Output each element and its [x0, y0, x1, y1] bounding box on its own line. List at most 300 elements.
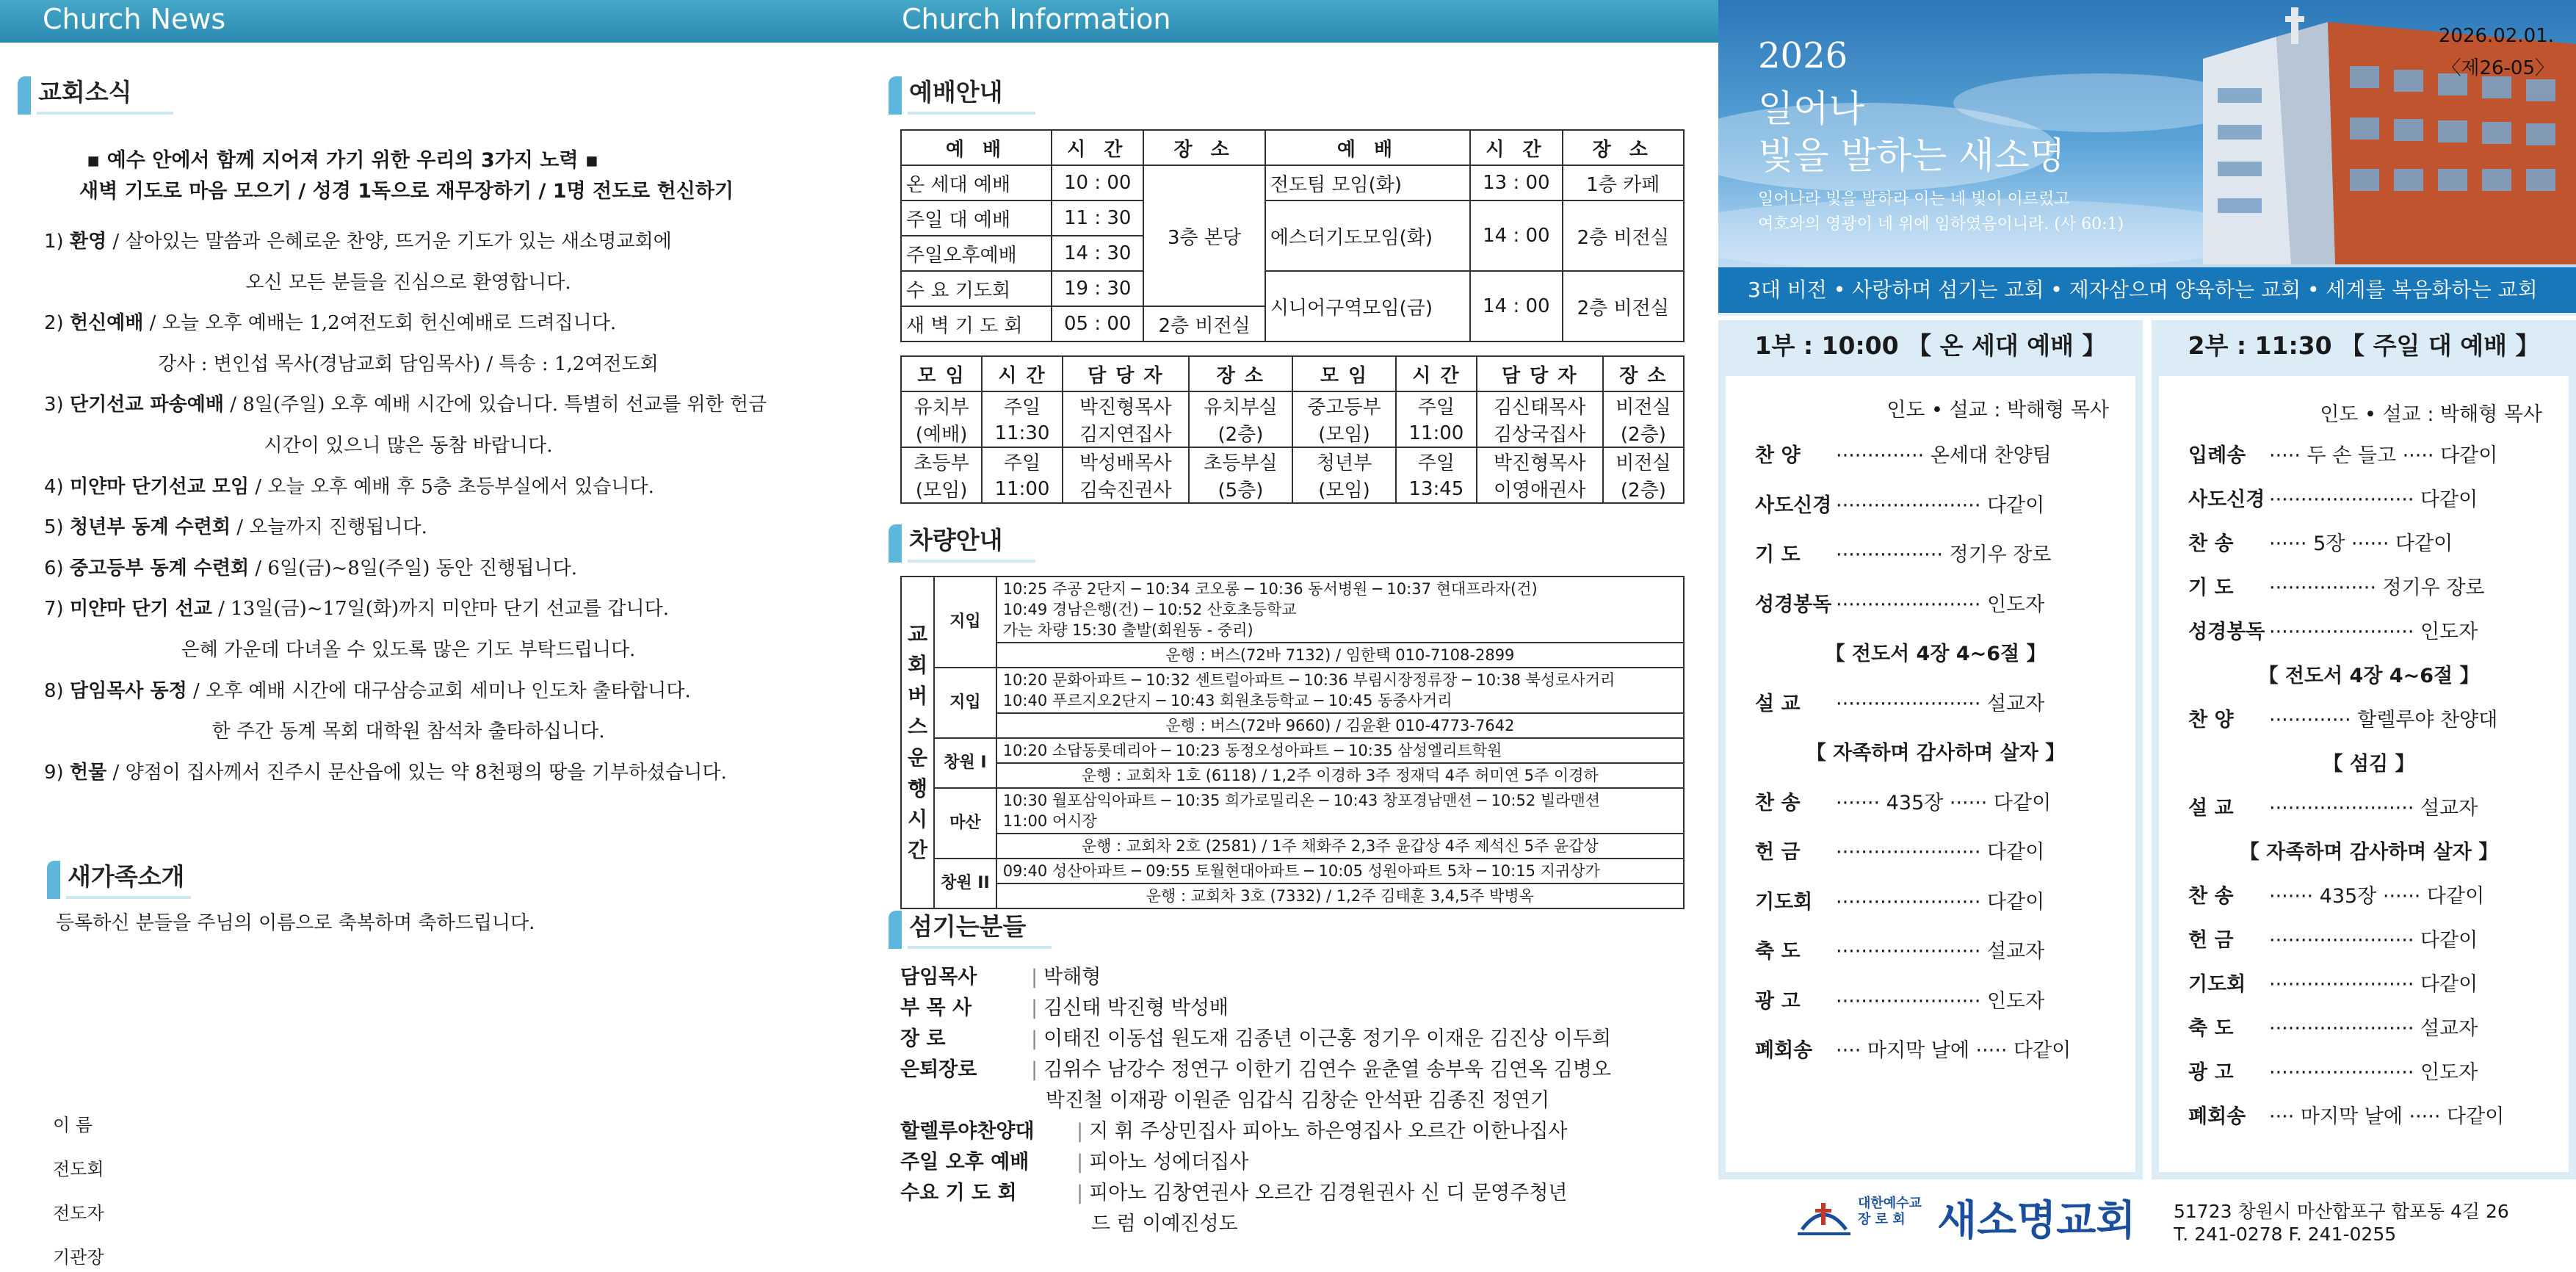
bus-stop-line: 11:00 어시장 — [1002, 812, 1097, 830]
separator: | — [1077, 1151, 1084, 1174]
separator: | — [1031, 1058, 1038, 1081]
service-order-line — [2188, 439, 2550, 468]
bus-driver-row — [901, 643, 1684, 668]
news-item-title: 헌물 — [69, 761, 107, 784]
school-head: 시 간 — [982, 356, 1063, 391]
service-order-item: 축 도 — [1755, 940, 1801, 963]
news-item — [44, 515, 427, 540]
school-cell: 박진형목사 — [1063, 391, 1189, 419]
news-item-title: 미얀마 단기선교 모임 — [69, 475, 250, 498]
service-order-line — [2188, 880, 2550, 908]
news-item-continuation: 한 주간 동계 목회 대학원 참석차 출타하십니다. — [211, 720, 605, 743]
servant-row — [900, 1024, 1693, 1055]
service-scripture-title: 【 전도서 4장 4~6절 】 — [1825, 643, 2047, 665]
church-news-bar: Church News — [0, 0, 866, 43]
worship-cell: 2층 비전실 — [1563, 200, 1684, 271]
school-head: 담 당 자 — [1063, 356, 1189, 391]
news-item-title: 환영 — [69, 231, 107, 253]
school-cell: (5층) — [1189, 475, 1292, 503]
servant-names: 드 럼 이예진성도 — [1091, 1213, 1238, 1235]
school-cell: (모임) — [901, 475, 982, 503]
form-evangelist-label: 전도자 — [53, 1203, 104, 1224]
worship-cell: 1층 카페 — [1563, 165, 1684, 200]
news-item-text: / 양점이 집사께서 진주시 문산읍에 있는 약 8천평의 땅을 기부하셨습니다. — [106, 761, 727, 784]
service-order-leader: ······················· 설교자 — [1836, 692, 2045, 715]
servant-row — [900, 1147, 1693, 1178]
vision-bar: 3대 비전 • 사랑하며 섬기는 교회 • 제자삼으며 양육하는 교회 • 세계를 복음화하는 교회 — [1718, 267, 2576, 313]
service-order-item: 설 교 — [1755, 692, 1801, 715]
servant-names: 이태진 이동섭 원도재 김종년 이근홍 정기우 이재운 김진상 이두희 — [1043, 1027, 1611, 1050]
news-item-number: 4) — [44, 475, 64, 498]
service-scripture-title: 【 자족하며 감사하며 살자 】 — [2239, 841, 2499, 864]
bus-route-location: 지입 — [934, 668, 996, 738]
section-servants: 섬기는분들 — [889, 905, 1052, 952]
servant-row — [900, 1055, 1693, 1085]
service-order-item: 찬 송 — [2188, 532, 2234, 555]
bus-route-row — [901, 668, 1684, 713]
service-order-line — [1755, 886, 2116, 914]
news-item-number: 7) — [44, 598, 64, 621]
bus-side-char: 버 — [908, 684, 928, 708]
service-order-item: 설 교 — [2188, 797, 2234, 820]
service-scripture-title: 【 자족하며 감사하며 살자 】 — [1806, 742, 2066, 765]
school-cell: 11:00 — [982, 475, 1063, 503]
bus-route-row — [901, 577, 1684, 643]
separator: | — [1077, 1120, 1084, 1143]
new-family-text: 등록하신 분들을 주님의 이름으로 축복하며 축하드립니다. — [56, 912, 535, 934]
service-order-item: 광 고 — [2188, 1061, 2234, 1084]
separator: | — [1031, 997, 1038, 1019]
service-order-leader: ······· 435장 ······ 다같이 — [1836, 791, 2052, 814]
servant-names: 지 휘 주상민집사 피아노 하은영집사 오르간 이한나집사 — [1089, 1120, 1568, 1143]
bus-stop-line: 10:20 소답동롯데리아 ─ 10:23 동정오성아파트 ─ 10:35 삼성엘리트학원 — [1002, 742, 1502, 759]
servant-row — [900, 1085, 1693, 1116]
service-order-line — [1755, 836, 2116, 864]
school-cell: (모임) — [1292, 475, 1396, 503]
service-order-leader: ······················· 인도자 — [1836, 593, 2045, 616]
bus-driver-row — [901, 763, 1684, 788]
news-item-title: 단기선교 파송예배 — [69, 394, 224, 416]
bulletin-issue: 〈제26-05〉 — [2442, 57, 2554, 79]
worship-cell: 2층 비전실 — [1563, 271, 1684, 342]
cover-verse-line2: 여호와의 영광이 네 위에 임하였음이니라. (사 60:1) — [1758, 215, 2124, 234]
worship-cell: 14 : 30 — [1052, 236, 1143, 271]
church-name: 새소명교회 — [1937, 1197, 2136, 1245]
service-order-leader: ······················· 다같이 — [2269, 929, 2478, 952]
bus-route-location: 지입 — [934, 577, 996, 668]
school-cell: 초등부실 — [1189, 447, 1292, 475]
service-order-leader: ······················· 다같이 — [1836, 890, 2045, 914]
service-order-line — [2188, 792, 2550, 820]
school-cell: 비전실 — [1603, 391, 1684, 419]
church-phone: T. 241-0278 F. 241-0255 — [2174, 1224, 2397, 1245]
news-item-title: 담임목사 동정 — [69, 679, 187, 702]
school-head: 장 소 — [1189, 356, 1292, 391]
bus-route-stops — [996, 859, 1684, 883]
news-item — [44, 311, 616, 336]
service-order-line — [2188, 483, 2550, 512]
school-cell: 청년부 — [1292, 447, 1396, 475]
cover-banner — [1718, 0, 2576, 316]
bus-route-location: 창원 II — [934, 859, 996, 908]
service-1-column — [1718, 320, 2143, 1179]
worship-cell: 수 요 기도회 — [901, 271, 1052, 306]
news-item-text: / 13일(금)~17일(화)까지 미얀마 단기 선교를 갑니다. — [211, 598, 669, 621]
news-item-text: / 오후 예배 시간에 대구삼승교회 세미나 인도차 출타합니다. — [187, 679, 691, 702]
service-order-line — [1755, 935, 2116, 964]
service-order-leader: ·············· 온세대 찬양팀 — [1836, 444, 2052, 467]
worship-cell: 13 : 00 — [1470, 165, 1562, 200]
servant-row — [900, 962, 1693, 993]
bus-route-row — [901, 738, 1684, 763]
service-order-item: 찬 송 — [2188, 885, 2234, 908]
worship-cell: 에스더기도모임(화) — [1265, 200, 1470, 271]
form-group-label: 전도회 — [53, 1159, 104, 1179]
service-order-line — [2188, 615, 2550, 644]
bus-stop-line: 09:40 성산아파트 ─ 09:55 토월현대아파트 ─ 10:05 성원아파트 5차 ─ 10:15 지귀상가 — [1002, 862, 1600, 880]
servant-role — [900, 1085, 1025, 1116]
service-order-item: 축 도 — [2188, 1017, 2234, 1040]
bus-driver-info: 운행 : 교회차 3호 (7332) / 1,2주 김태훈 3,4,5주 박병옥 — [996, 883, 1684, 908]
service-order-leader: ······················· 인도자 — [1836, 989, 2045, 1013]
servant-names: 피아노 김창연권사 오르간 김경원권사 신 디 문영주청년 — [1089, 1182, 1568, 1204]
service-order-leader: ···· 마지막 날에 ····· 다같이 — [1836, 1039, 2072, 1062]
school-cell: 주일 — [1396, 391, 1477, 419]
news-item-text: / 8일(주일) 오후 예배 시간에 있습니다. 특별히 선교를 위한 헌금 — [223, 394, 767, 416]
school-head: 담 당 자 — [1477, 356, 1603, 391]
news-item-title: 청년부 동계 수련회 — [69, 516, 231, 539]
separator: | — [1031, 966, 1038, 989]
school-cell: 박진형목사 — [1477, 447, 1603, 475]
school-cell: 13:45 — [1396, 475, 1477, 503]
school-cell: 주일 — [982, 391, 1063, 419]
servant-role: 주일 오후 예배 — [900, 1151, 1030, 1174]
new-family-form — [53, 1103, 104, 1272]
school-head: 장 소 — [1603, 356, 1684, 391]
cover-year: 2026 — [1758, 35, 1848, 76]
service-order-leader: ················· 정기우 장로 — [1836, 543, 2052, 566]
bulletin-cover-panel — [1718, 0, 2576, 1272]
news-item-number: 8) — [44, 679, 64, 702]
denomination-line1: 대한예수교 — [1858, 1196, 1922, 1211]
bus-driver-row — [901, 834, 1684, 859]
bus-driver-info: 운행 : 버스(72바 7132) / 임한택 010-7108-2899 — [996, 643, 1684, 668]
service-order-item: 사도신경 — [2188, 488, 2265, 511]
bus-stop-line: 10:49 경남은행(건) ─ 10:52 산호초등학교 — [1002, 601, 1297, 618]
school-cell: (2층) — [1603, 475, 1684, 503]
worship-cell: 온 세대 예배 — [901, 165, 1052, 200]
bus-driver-info: 운행 : 버스(72바 9660) / 김윤환 010-4773-7642 — [996, 713, 1684, 738]
service-order-line — [1755, 538, 2116, 567]
school-cell: (2층) — [1603, 419, 1684, 447]
worship-head: 예 배 — [1265, 130, 1470, 165]
news-item-title: 중고등부 동계 수련회 — [69, 557, 250, 579]
servant-row — [900, 993, 1693, 1024]
service-order-line — [1755, 489, 2116, 518]
school-cell: (2층) — [1189, 419, 1292, 447]
bus-side-char: 시 — [908, 807, 928, 831]
service-order-line — [1755, 787, 2116, 815]
service-order-line — [1755, 588, 2116, 617]
service-order-line — [2188, 968, 2550, 997]
form-name-label: 이 름 — [53, 1115, 93, 1135]
news-item-number: 9) — [44, 761, 64, 784]
worship-cell: 2층 비전실 — [1143, 306, 1265, 342]
service-order-item: 입례송 — [2188, 444, 2246, 467]
service-2-column — [2152, 320, 2576, 1179]
service-order-line — [2188, 704, 2550, 732]
school-cell: 유치부 — [901, 391, 982, 419]
service-order-item: 성경봉독 — [1755, 593, 1832, 616]
bus-route-location: 창원 I — [934, 738, 996, 788]
service-order-item: 폐회송 — [2188, 1105, 2246, 1128]
service-order-leader: ······················· 설교자 — [2269, 1017, 2478, 1040]
worship-cell: 주일오후예배 — [901, 236, 1052, 271]
service-order-item: 헌 금 — [2188, 929, 2234, 952]
bus-route-location: 마산 — [934, 788, 996, 859]
servant-names: 박진철 이재광 이원준 임갑식 김창순 안석판 김종진 정연기 — [1046, 1089, 1550, 1112]
servant-row — [900, 1116, 1693, 1147]
service-1-order — [1726, 376, 2135, 1172]
school-head: 모 임 — [1292, 356, 1396, 391]
school-row — [901, 419, 1684, 447]
school-row — [901, 391, 1684, 419]
news-item-number: 3) — [44, 394, 64, 416]
news-item-continuation: 오신 모든 분들을 진심으로 환영합니다. — [245, 271, 571, 294]
bus-side-char: 행 — [908, 776, 928, 801]
service-order-line — [1755, 985, 2116, 1013]
bus-stop-line: 10:25 주공 2단지 ─ 10:34 코오롱 ─ 10:36 동서병원 ─ 10:37 현대프라자(건) — [1002, 580, 1538, 598]
service-order-item: 사도신경 — [1755, 494, 1832, 517]
service-order-line — [2188, 1012, 2550, 1041]
worship-cell: 시니어구역모임(금) — [1265, 271, 1470, 342]
school-cell: 주일 — [1396, 447, 1477, 475]
worship-cell: 05 : 00 — [1052, 306, 1143, 342]
cover-verse-line1: 일어나라 빛을 발하라 이는 네 빛이 이르렀고 — [1758, 190, 2070, 209]
servant-names: 박해형 — [1043, 966, 1101, 989]
service-scripture-title: 【 섬김 】 — [2323, 753, 2415, 776]
school-row — [901, 447, 1684, 475]
servant-role: 장 로 — [900, 1027, 946, 1050]
servant-row — [900, 1178, 1693, 1209]
school-head: 시 간 — [1396, 356, 1477, 391]
service-order-leader: ······················· 다같이 — [1836, 841, 2045, 864]
bus-route-stops — [996, 788, 1684, 834]
bus-route-stops — [996, 738, 1684, 763]
bus-route-row — [901, 859, 1684, 883]
news-item-number: 2) — [44, 312, 64, 335]
form-head-label: 기관장 — [53, 1247, 104, 1268]
news-item — [44, 679, 691, 704]
school-cell: (모임) — [1292, 419, 1396, 447]
worship-cell: 14 : 00 — [1470, 271, 1562, 342]
school-cell: 초등부 — [901, 447, 982, 475]
news-item-continuation: 시간이 있으니 많은 동참 바랍니다. — [264, 435, 553, 457]
servant-role — [900, 1209, 1071, 1240]
service-order-item: 찬 송 — [1755, 791, 1801, 814]
bus-side-char: 회 — [908, 653, 928, 677]
separator: | — [1077, 1182, 1084, 1204]
news-item — [44, 229, 672, 254]
service-order-leader: ················· 정기우 장로 — [2269, 577, 2485, 599]
servant-names: 김위수 남강수 정연구 이한기 김연수 윤춘열 송부욱 김연옥 김병오 — [1043, 1058, 1611, 1081]
bus-route-stops — [996, 577, 1684, 643]
service-order-leader: ······ 5장 ······ 다같이 — [2269, 532, 2453, 555]
school-head: 모 임 — [901, 356, 982, 391]
school-cell: 중고등부 — [1292, 391, 1396, 419]
section-bus: 차량안내 — [889, 518, 1035, 565]
news-item — [44, 556, 577, 581]
news-item — [44, 474, 654, 499]
service-order-leader: ····· 두 손 들고 ····· 다같이 — [2269, 444, 2498, 467]
news-item — [41, 433, 775, 458]
cover-title-line1: 일어나 — [1758, 87, 1864, 130]
bus-stop-line: 가는 차량 15:30 출발(회원동 - 중리) — [1002, 621, 1253, 639]
school-cell: (예배) — [901, 419, 982, 447]
worship-cell: 10 : 00 — [1052, 165, 1143, 200]
church-info-panel — [866, 0, 1718, 1272]
servants-list — [900, 962, 1693, 1240]
bus-side-char: 교 — [908, 622, 928, 646]
bus-stop-line: 10:30 월포삼익아파트 ─ 10:35 희가로밀리온 ─ 10:43 창포경남맨션 ─ 10:52 빌라맨션 — [1002, 792, 1601, 809]
worship-cell: 19 : 30 — [1052, 271, 1143, 306]
school-cell: 박성배목사 — [1063, 447, 1189, 475]
news-item-number: 1) — [44, 231, 64, 253]
service-2-heading: 2부 : 11:30 【 주일 대 예배 】 — [2188, 331, 2540, 360]
worship-cell: 3층 본당 — [1143, 165, 1265, 306]
news-item — [44, 596, 669, 621]
news-item-text: / 살아있는 말씀과 은혜로운 찬양, 뜨거운 기도가 있는 새소명교회에 — [106, 231, 672, 253]
separator: | — [1031, 1027, 1038, 1050]
news-item-title: 미얀마 단기 선교 — [69, 598, 212, 621]
servant-role: 은퇴장로 — [900, 1058, 977, 1081]
bus-driver-info: 운행 : 교회차 2호 (2581) / 1주 채화주 2,3주 윤갑상 4주 제석신 5주 윤갑상 — [996, 834, 1684, 859]
service-2-leader: 인도 • 설교 : 박해형 목사 — [2320, 403, 2542, 426]
news-item — [44, 392, 767, 417]
service-order-item: 헌 금 — [1755, 841, 1801, 864]
worship-cell: 14 : 00 — [1470, 200, 1562, 271]
bus-side-label — [901, 577, 934, 908]
servant-row — [900, 1209, 1693, 1240]
worship-cell: 새 벽 기 도 회 — [901, 306, 1052, 342]
service-scripture-title: 【 전도서 4장 4~6절 】 — [2258, 665, 2480, 687]
church-address: 51723 창원시 마산합포구 합포동 4길 26 — [2174, 1201, 2509, 1222]
section-church-news: 교회소식 — [18, 71, 173, 118]
bulletin-date: 2026.02.01. — [2438, 25, 2554, 47]
servant-names: 피아노 성에더집사 — [1089, 1151, 1249, 1174]
service-order-line — [2188, 527, 2550, 556]
news-item-continuation: 은혜 가운데 다녀올 수 있도록 많은 기도 부탁드립니다. — [181, 639, 636, 661]
news-item — [41, 270, 775, 295]
efforts-heading: ▪ 예수 안에서 함께 지어져 가기 위한 우리의 3가지 노력 ▪ — [87, 149, 599, 172]
news-item-text: / 오늘 오후 예배는 1,2여전도회 헌신예배로 드려집니다. — [143, 312, 617, 335]
servant-names: 김신태 박진형 박성배 — [1043, 997, 1229, 1019]
news-item-text: / 오늘까지 진행됩니다. — [231, 516, 427, 539]
news-item-title: 헌신예배 — [69, 312, 144, 335]
news-item-continuation: 강사 : 변인섭 목사(경남교회 담임목사) / 특송 : 1,2여전도회 — [158, 353, 659, 375]
school-cell: 주일 — [982, 447, 1063, 475]
news-item-number: 6) — [44, 557, 64, 579]
service-order-leader: ······················· 설교자 — [2269, 797, 2478, 820]
service-order-leader: ······················· 설교자 — [1836, 940, 2045, 963]
worship-head: 시 간 — [1052, 130, 1143, 165]
church-news-panel — [0, 0, 866, 1272]
news-item — [41, 719, 775, 744]
service-order-leader: ············· 할렐루야 찬양대 — [2269, 709, 2498, 731]
worship-head: 장 소 — [1143, 130, 1265, 165]
service-order-line — [2188, 924, 2550, 953]
service-order-item: 기 도 — [2188, 577, 2234, 599]
bus-driver-info: 운행 : 교회차 1호 (6118) / 1,2주 이경하 3주 정재덕 4주 허미연 5주 이경하 — [996, 763, 1684, 788]
service-order-item: 찬 양 — [1755, 444, 1801, 467]
worship-cell: 전도팀 모임(화) — [1265, 165, 1470, 200]
section-new-family: 새가족소개 — [47, 855, 191, 902]
news-item — [41, 352, 775, 377]
section-worship: 예배안내 — [889, 71, 1035, 118]
service-order-leader: ······················· 다같이 — [2269, 973, 2478, 996]
servant-role: 담임목사 — [900, 966, 977, 989]
worship-table — [900, 129, 1685, 342]
service-order-leader: ······················· 인도자 — [2269, 1061, 2478, 1084]
service-order-item: 광 고 — [1755, 989, 1801, 1013]
service-order-line — [2188, 1056, 2550, 1085]
service-order-line — [2188, 1100, 2550, 1129]
school-cell: 비전실 — [1603, 447, 1684, 475]
school-cell: 김신태목사 — [1477, 391, 1603, 419]
school-cell: 이영애권사 — [1477, 475, 1603, 503]
service-order-leader: ······················· 다같이 — [1836, 494, 2045, 517]
worship-head: 시 간 — [1470, 130, 1562, 165]
bus-route-stops — [996, 668, 1684, 713]
service-order-line — [1755, 439, 2116, 468]
service-order-line — [1755, 1034, 2116, 1063]
service-order-leader: ···· 마지막 날에 ····· 다같이 — [2269, 1105, 2505, 1128]
service-1-leader: 인도 • 설교 : 박해형 목사 — [1886, 399, 2109, 422]
bus-table — [900, 576, 1685, 909]
school-row — [901, 475, 1684, 503]
worship-head: 예 배 — [901, 130, 1052, 165]
denomination — [1858, 1196, 1922, 1228]
service-order-item: 성경봉독 — [2188, 621, 2265, 643]
servant-role: 수요 기 도 회 — [900, 1182, 1017, 1204]
service-order-line — [2188, 571, 2550, 600]
bus-stop-line: 10:40 푸르지오2단지 ─ 10:43 회원초등학교 ─ 10:45 동중사거리 — [1002, 692, 1452, 709]
service-order-leader: ······················· 다같이 — [2269, 488, 2478, 511]
church-info-bar: Church Information — [866, 0, 1718, 43]
service-order-item: 폐회송 — [1755, 1039, 1813, 1062]
bus-route-row — [901, 788, 1684, 834]
service-order-leader: ······················· 인도자 — [2269, 621, 2478, 643]
news-item-text: / 오늘 오후 예배 후 5층 초등부실에서 있습니다. — [249, 475, 654, 498]
cover-title-line2: 빛을 발하는 새소명 — [1758, 134, 2066, 177]
worship-cell: 주일 대 예배 — [901, 200, 1052, 236]
school-cell: 김상국집사 — [1477, 419, 1603, 447]
bus-stop-line: 10:20 문화아파트 ─ 10:32 센트럴아파트 ─ 10:36 부림시장정류장 ─ 10:38 북성로사거리 — [1002, 671, 1616, 689]
school-cell: 김지연집사 — [1063, 419, 1189, 447]
servant-role: 할렐루야찬양대 — [900, 1120, 1035, 1143]
service-2-order — [2159, 376, 2569, 1172]
church-logo-icon — [1795, 1193, 1853, 1240]
worship-head: 장 소 — [1563, 130, 1684, 165]
school-cell: 11:30 — [982, 419, 1063, 447]
school-cell: 유치부실 — [1189, 391, 1292, 419]
service-order-item: 기 도 — [1755, 543, 1801, 566]
bus-driver-row — [901, 713, 1684, 738]
denomination-line2: 장 로 회 — [1858, 1212, 1906, 1227]
service-order-line — [1755, 687, 2116, 716]
news-item — [44, 760, 727, 785]
service-order-leader: ······· 435장 ······ 다같이 — [2269, 885, 2485, 908]
